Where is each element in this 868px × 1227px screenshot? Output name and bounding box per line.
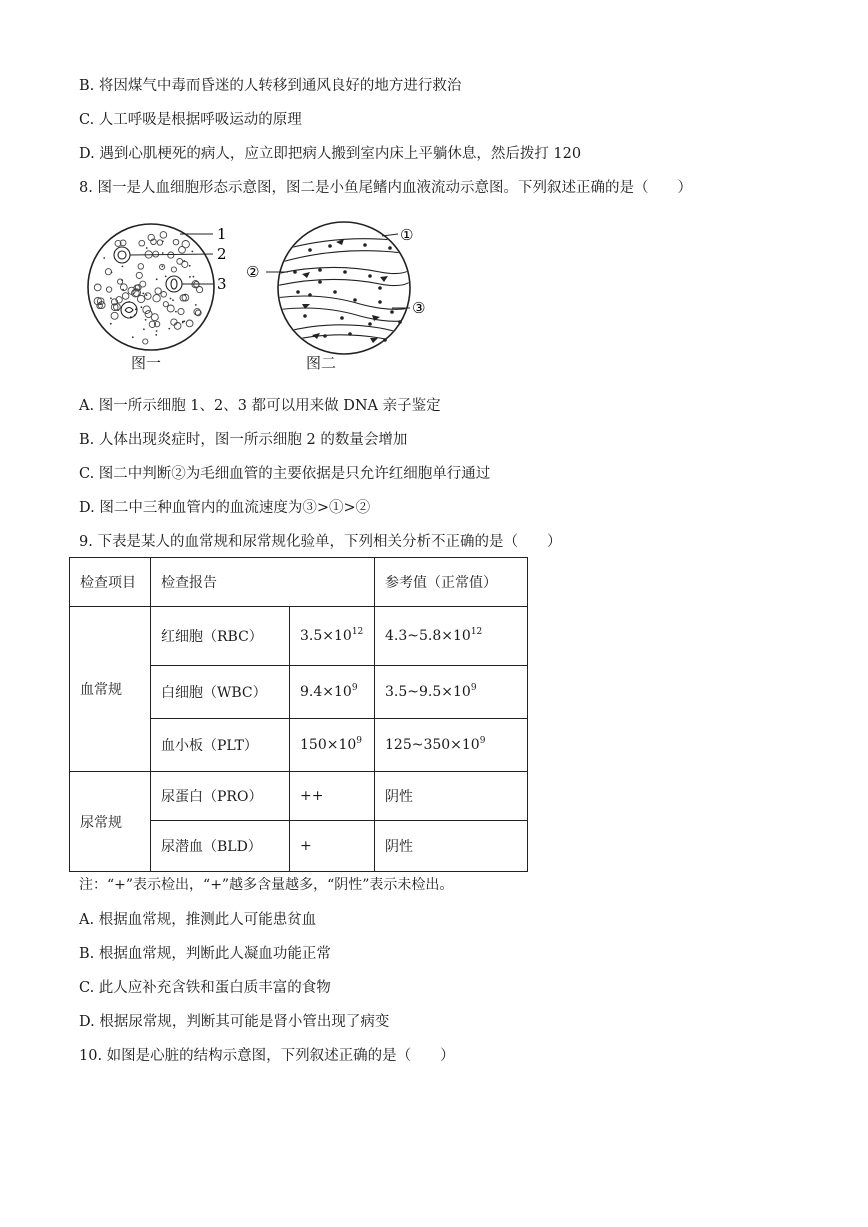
platelet (121, 279, 123, 281)
row-item: 白细胞（WBC） (151, 666, 290, 719)
red-blood-cell (105, 269, 111, 275)
red-blood-cell (160, 232, 167, 239)
fig1-caption: 图一 (131, 354, 162, 372)
red-blood-cell (111, 312, 118, 319)
figure2-blood-flow (266, 222, 410, 354)
platelet (193, 276, 195, 278)
platelet (143, 328, 145, 330)
q8-option-d: D. 图二中三种血管内的血流速度为③>①>② (79, 500, 371, 516)
platelet (110, 323, 112, 325)
platelet (170, 298, 172, 300)
table-header-row (70, 558, 528, 607)
red-blood-cell (145, 293, 152, 300)
vessel-blood-cell (388, 246, 392, 250)
fig1-label-1: 1 (217, 225, 227, 243)
red-blood-cell (153, 251, 159, 257)
row-reference: $3.5\sim 9.5\times 10^9$ (375, 666, 528, 719)
platelet (195, 304, 197, 306)
vessel-blood-cell (318, 268, 322, 272)
table-note: 注：“+”表示检出，“+”越多含量越多，“阴性”表示未检出。 (79, 877, 454, 893)
group-blood-routine: 血常规 (70, 607, 151, 772)
vessel-blood-cell (328, 244, 332, 248)
red-blood-cell (163, 302, 168, 307)
red-blood-cell (167, 305, 174, 312)
q8-figure-svg (80, 212, 440, 372)
figure1-blood-cells (88, 224, 214, 350)
vessel-blood-cell (383, 338, 387, 342)
platelet (146, 247, 148, 249)
vessel-blood-cell (333, 290, 337, 294)
platelet (175, 311, 177, 313)
red-blood-cell (173, 239, 179, 245)
row-value: $3.5\times 10^{12}$ (290, 607, 375, 666)
red-blood-cell (153, 295, 160, 302)
platelet (122, 266, 124, 268)
platelet (103, 257, 105, 259)
q10-stem: 10. 如图是心脏的结构示意图，下列叙述正确的是（ ） (79, 1048, 455, 1064)
q8-option-c: C. 图二中判断②为毛细血管的主要依据是只允许红细胞单行通过 (79, 466, 491, 482)
vessel-blood-cell (343, 270, 347, 274)
platelet (168, 328, 170, 330)
platelet (162, 265, 164, 267)
q7-option-d: D. 遇到心肌梗死的病人，应立即把病人搬到室内床上平躺休息，然后拨打 120 (79, 146, 582, 162)
platelet (182, 321, 184, 323)
row-item: 尿潜血（BLD） (151, 821, 290, 872)
platelet (191, 251, 193, 253)
table-row (70, 607, 528, 666)
vessel-blood-cell (323, 334, 327, 338)
red-blood-cell (179, 246, 186, 253)
platelet (122, 289, 124, 291)
vessel-blood-cell (353, 298, 357, 302)
platelet (132, 336, 134, 338)
red-blood-cell (178, 308, 184, 314)
row-value: ++ (290, 772, 375, 821)
fig2-label-1: ① (400, 226, 414, 244)
q8-stem: 8. 图一是人血细胞形态示意图，图二是小鱼尾鳍内血液流动示意图。下列叙述正确的是（ ） (79, 180, 692, 196)
row-item: 尿蛋白（PRO） (151, 772, 290, 821)
row-value: + (290, 821, 375, 872)
platelet (156, 330, 158, 332)
q8-option-a: A. 图一所示细胞 1、2、3 都可以用来做 DNA 亲子鉴定 (79, 398, 441, 414)
platelet (117, 309, 119, 311)
vessel-blood-cell (318, 280, 322, 284)
vessel-blood-cell (293, 270, 297, 274)
group-urine-routine: 尿常规 (70, 772, 151, 872)
red-blood-cell (143, 306, 151, 314)
q9-option-c: C. 此人应补充含铁和蛋白质丰富的食物 (79, 980, 331, 996)
platelet (145, 319, 147, 321)
platelet (162, 252, 164, 254)
red-blood-cell (171, 319, 177, 325)
red-blood-cell (161, 292, 167, 298)
vessel-blood-cell (308, 293, 312, 297)
platelet (142, 293, 144, 295)
q8-figures (80, 212, 440, 372)
red-blood-cell (143, 339, 148, 344)
red-blood-cell (139, 240, 145, 246)
q7-option-c: C. 人工呼吸是根据呼吸运动的原理 (79, 112, 302, 128)
row-reference: 阴性 (375, 821, 528, 872)
row-reference: 阴性 (375, 772, 528, 821)
red-blood-cell (157, 240, 162, 245)
platelet (162, 241, 164, 243)
vessel-blood-cell (363, 243, 367, 247)
red-blood-cell (168, 252, 174, 258)
red-blood-cell (136, 272, 142, 278)
platelet (156, 278, 158, 280)
red-blood-cell (94, 284, 101, 291)
row-value: $150\times 10^9$ (290, 719, 375, 772)
platelet (172, 299, 174, 301)
fig1-label-2: 2 (217, 245, 227, 263)
row-item: 血小板（PLT） (151, 719, 290, 772)
red-blood-cell (194, 309, 201, 316)
vessel-blood-cell (378, 300, 382, 304)
table-row (70, 772, 528, 821)
red-blood-cell (138, 264, 144, 270)
fig1-label-3: 3 (217, 275, 227, 293)
lab-report-table (69, 557, 528, 872)
header-reference: 参考值（正常值） (375, 558, 528, 607)
vessel-blood-cell (368, 274, 372, 278)
platelet (111, 272, 113, 274)
row-item: 红细胞（RBC） (151, 607, 290, 666)
platelet (183, 260, 185, 262)
q9-option-b: B. 根据血常规，判断此人凝血功能正常 (79, 946, 331, 962)
vessel-blood-cell (296, 290, 300, 294)
platelet (146, 294, 148, 296)
vessel-blood-cell (348, 332, 352, 336)
platelet (165, 276, 167, 278)
red-blood-cell (122, 293, 129, 300)
vessel-blood-cell (390, 310, 394, 314)
q9-option-d: D. 根据尿常规，判断其可能是肾小管出现了病变 (79, 1014, 390, 1030)
header-item: 检查项目 (70, 558, 151, 607)
q9-stem: 9. 下表是某人的血常规和尿常规化验单，下列相关分析不正确的是（ ） (79, 534, 562, 550)
row-value: $9.4\times 10^9$ (290, 666, 375, 719)
row-reference: $125\sim 350\times 10^9$ (375, 719, 528, 772)
platelet (141, 306, 143, 308)
q8-option-b: B. 人体出现炎症时，图一所示细胞 2 的数量会增加 (79, 432, 408, 448)
vessel-blood-cell (308, 248, 312, 252)
fig2-label-2: ② (246, 263, 260, 281)
platelet (155, 334, 157, 336)
row-reference: $4.3\sim 5.8\times 10^{12}$ (375, 607, 528, 666)
platelet (110, 297, 112, 299)
header-report: 检查报告 (151, 558, 375, 607)
fig2-label-3: ③ (412, 299, 426, 317)
q9-option-a: A. 根据血常规，推测此人可能患贫血 (79, 912, 317, 928)
vessel-blood-cell (303, 314, 307, 318)
vessel-blood-cell (398, 320, 402, 324)
red-blood-cell (174, 323, 181, 330)
platelet (184, 294, 186, 296)
fig2-caption: 图二 (306, 354, 337, 372)
red-blood-cell (151, 314, 158, 321)
platelet (189, 265, 191, 267)
platelet (189, 276, 191, 278)
vessel-blood-cell (378, 286, 382, 290)
red-blood-cell (182, 261, 188, 267)
red-blood-cell (106, 287, 111, 292)
vessel-blood-cell (340, 316, 344, 320)
red-blood-cell (155, 288, 161, 294)
red-blood-cell (171, 267, 176, 272)
red-blood-cell (186, 320, 193, 327)
vessel-blood-cell (368, 322, 372, 326)
q7-option-b: B. 将因煤气中毒而昏迷的人转移到通风良好的地方进行救治 (79, 78, 462, 94)
